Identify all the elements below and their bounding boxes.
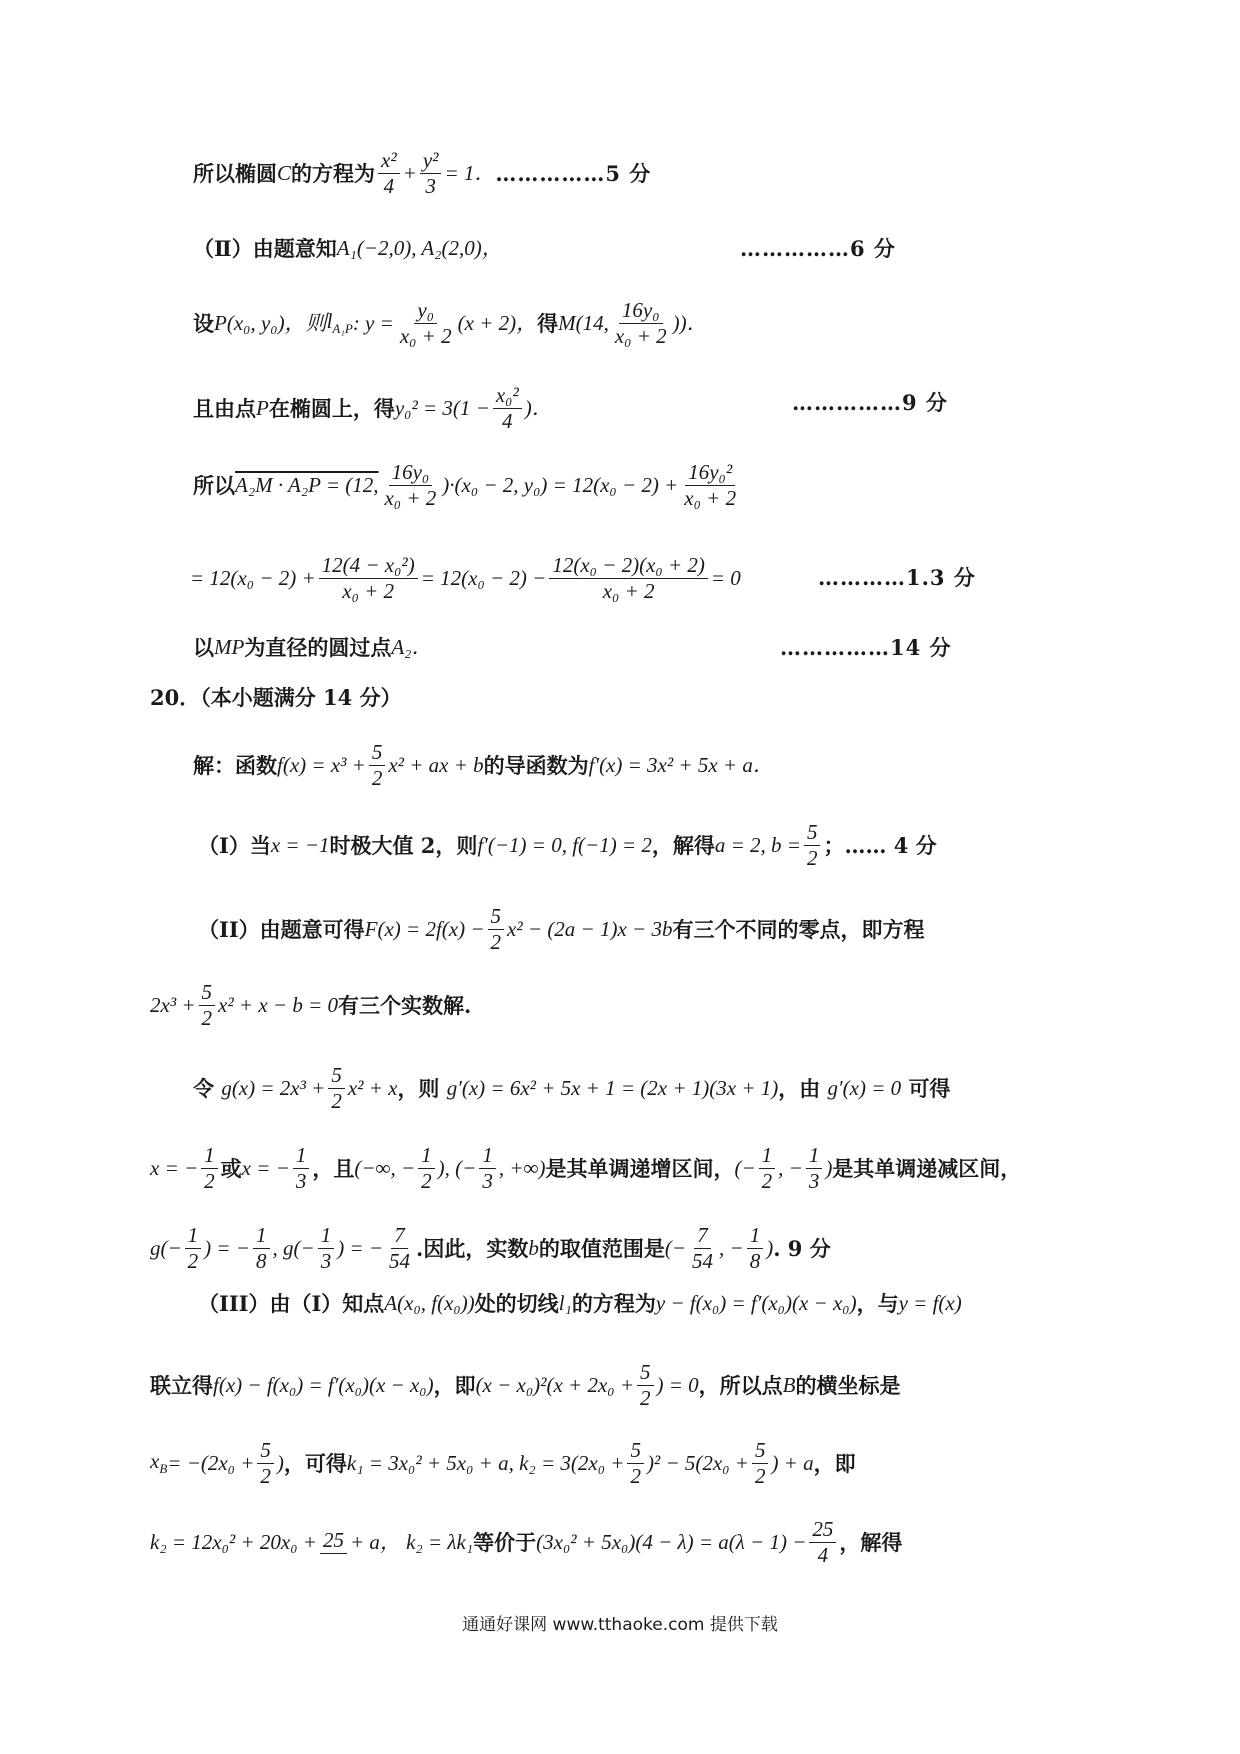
fraction <box>627 1440 644 1487</box>
math: , g(− <box>272 1236 315 1260</box>
math: (3x₀² + 5x₀)(4 − λ) = a(λ − 1) − <box>536 1530 807 1554</box>
text: 令 <box>193 1076 214 1101</box>
xb <box>150 1451 167 1475</box>
numerator: 7 <box>391 1225 408 1249</box>
text: 或 <box>220 1156 242 1181</box>
numerator: 5 <box>199 982 216 1006</box>
k2-line <box>150 1519 902 1566</box>
math: A₂M · A₂P = (12, <box>235 473 379 497</box>
numerator: y₀ <box>414 300 437 324</box>
numerator: 25 <box>320 1530 347 1554</box>
q20-part-i-line <box>198 822 937 869</box>
score-13 <box>818 567 976 588</box>
math: = 0 <box>710 566 741 590</box>
text: ，即 <box>813 1451 856 1476</box>
math: = 1． <box>444 161 496 185</box>
numerator: 16y₀ <box>619 300 663 324</box>
numerator: 7 <box>694 1225 711 1249</box>
text: 有三个实数解. <box>338 993 472 1018</box>
math: x = − <box>241 1156 290 1180</box>
l: l <box>326 309 333 334</box>
fraction <box>253 1225 270 1272</box>
numerator: 5 <box>257 1440 274 1464</box>
math: (x + 2)， <box>457 311 538 335</box>
denominator: x₀ + 2 <box>342 579 395 603</box>
score-mark: …………1.3 分 <box>818 565 976 590</box>
math: ) <box>766 1236 774 1260</box>
math: )² − 5(2x₀ + <box>646 1451 749 1475</box>
fraction <box>479 1145 496 1192</box>
fraction <box>689 1225 716 1272</box>
circle-conclusion-line <box>193 637 432 658</box>
simplification-line <box>190 555 741 602</box>
fraction <box>549 555 708 602</box>
denominator: 2 <box>630 1464 641 1488</box>
fraction <box>493 385 522 432</box>
fraction <box>381 462 439 509</box>
text: 得 <box>537 311 559 336</box>
text: 有三个不同的零点，即方程 <box>672 917 925 942</box>
text: 可得 <box>908 1076 951 1101</box>
text: 以 <box>193 635 214 660</box>
monotonic-intervals-line <box>150 1145 1021 1192</box>
denominator: 2 <box>331 1089 342 1113</box>
denominator: x₀ + 2 <box>384 486 437 510</box>
denominator: x₀ + 2 <box>684 486 737 510</box>
math: f(x) = x³ + <box>277 753 366 777</box>
numerator: 5 <box>752 1440 769 1464</box>
numerator: 5 <box>488 906 505 930</box>
text: 联立得 <box>150 1373 213 1398</box>
math: x² + ax + b <box>388 753 484 777</box>
text: 的横坐标是 <box>795 1373 901 1398</box>
score-6 <box>740 238 896 259</box>
numerator: 1 <box>806 1145 823 1169</box>
math: y₀² = 3(1 − <box>394 396 490 420</box>
math: ) + a <box>771 1451 814 1475</box>
numerator: 1 <box>318 1225 335 1249</box>
denominator: 2 <box>204 1169 215 1193</box>
numerator: 1 <box>479 1145 496 1169</box>
math: g′(x) = 6x² + 5x + 1 = (2x + 1)(3x + 1) <box>446 1076 779 1100</box>
numerator: 5 <box>627 1440 644 1464</box>
score-mark: ……………5 分 <box>495 161 652 186</box>
denominator: 3 <box>482 1169 493 1193</box>
math: g(x) = 2x³ + <box>221 1076 326 1100</box>
l-sub: A₁P <box>332 321 353 337</box>
text: 在椭圆上，得 <box>268 396 395 421</box>
fraction <box>386 1225 413 1272</box>
math: ) = − <box>337 1236 384 1260</box>
math: A(x₀, f(x₀)) <box>384 1291 475 1315</box>
math: l₁ <box>558 1291 572 1315</box>
text: 的方程为 <box>571 1291 656 1316</box>
numerator: 1 <box>418 1145 435 1169</box>
g-definition-line <box>193 1065 950 1112</box>
math: ) <box>825 1156 833 1180</box>
joint-equation-line <box>150 1362 901 1409</box>
text: 的取值范围是 <box>538 1236 665 1261</box>
text: 处的切线 <box>474 1291 559 1316</box>
fraction <box>806 1145 823 1192</box>
fraction <box>488 906 505 953</box>
text: 设 <box>193 311 214 336</box>
math: f′(−1) = 0, f(−1) = 2 <box>477 833 652 857</box>
math: y = f(x) <box>898 1291 962 1315</box>
denominator: x₀ + 2 <box>602 579 655 603</box>
math: )． <box>524 396 553 420</box>
denominator: 4 <box>817 1543 829 1567</box>
numerator: 5 <box>637 1362 654 1386</box>
math: k₂ = 12x₀² + 20x₀ + <box>150 1530 317 1554</box>
denominator: 2 <box>640 1386 651 1410</box>
text: ，解得 <box>839 1530 903 1555</box>
fraction <box>319 555 418 602</box>
text: ，即 <box>433 1373 476 1398</box>
text: 是其单调递增区间， <box>545 1156 735 1181</box>
cubic-equation-line <box>150 982 471 1029</box>
math: MP <box>214 635 245 659</box>
math: C <box>277 161 292 185</box>
ellipse-equation-line: 所以椭圆 C 的方程为 $\frac{\text{x²}}{4}$ + $\frac{\text{y²}}{3}$ = 1． ……………5 分 <box>193 148 652 198</box>
math: ))． <box>672 311 708 335</box>
x: x <box>150 1449 160 1474</box>
math: , +∞) <box>498 1156 546 1180</box>
math: + a <box>349 1530 380 1554</box>
text: 所以 <box>193 473 235 498</box>
text: ，可得 <box>283 1451 347 1476</box>
math: F(x) = 2f(x) − <box>364 917 485 941</box>
math: A₁(−2,0), A₂(2,0)， <box>336 236 503 260</box>
denominator: 2 <box>201 1006 213 1030</box>
numerator: 5 <box>804 822 821 846</box>
text: 20．（本小题满分 14 分） <box>150 685 402 710</box>
fraction <box>809 1519 836 1566</box>
point-on-ellipse-line <box>193 385 553 432</box>
numerator: 5 <box>369 742 386 766</box>
fraction <box>185 1225 202 1272</box>
score-mark: ……………9 分 <box>792 390 948 415</box>
math: ) = 0 <box>656 1373 699 1397</box>
denominator: 3 <box>320 1249 332 1273</box>
denominator: 2 <box>490 930 502 954</box>
slopes-line <box>150 1440 856 1487</box>
math: f(x) − f(x₀) = f′(x₀)(x − x₀) <box>213 1373 434 1397</box>
denominator: 4 <box>383 174 395 198</box>
denominator: 54 <box>692 1249 714 1273</box>
text: 是其单调递减区间， <box>832 1156 1022 1181</box>
vector-product-line <box>193 462 742 509</box>
text: ，则 <box>397 1076 440 1101</box>
denominator: 54 <box>389 1249 411 1273</box>
numerator: 1 <box>201 1145 218 1169</box>
text: ，由 <box>778 1076 821 1101</box>
text: （I）当 <box>198 833 271 858</box>
math: k₁ = 3x₀² + 5x₀ + a, k₂ = 3(2x₀ + <box>346 1451 625 1475</box>
math: (− <box>664 1236 687 1260</box>
denominator: 3 <box>808 1169 820 1193</box>
math: , − <box>719 1236 744 1260</box>
numerator: 1 <box>747 1225 764 1249</box>
line-label <box>327 311 353 335</box>
denominator: 2 <box>371 766 383 790</box>
numerator: 25 <box>809 1519 836 1543</box>
numerator: 16y₀ <box>389 462 433 486</box>
numerator: 1 <box>253 1225 270 1249</box>
fraction <box>328 1065 345 1112</box>
fraction <box>199 982 216 1029</box>
math: x = − <box>150 1156 199 1180</box>
fraction <box>257 1440 274 1487</box>
text: ，所以点 <box>698 1373 783 1398</box>
fraction <box>420 150 442 197</box>
q20-function-line <box>193 742 774 789</box>
denominator: 8 <box>256 1249 267 1273</box>
numerator: 5 <box>328 1065 345 1089</box>
denominator: 2 <box>754 1464 766 1488</box>
text: 的方程为 <box>291 161 376 186</box>
text: （III）由（I）知点 <box>198 1291 385 1316</box>
text: ，且 <box>312 1156 355 1181</box>
math: 2x³ + <box>150 993 196 1017</box>
fraction <box>681 462 739 509</box>
denominator: 3 <box>425 174 436 198</box>
fraction <box>418 1145 435 1192</box>
denominator <box>330 1554 336 1556</box>
math: x = −1 <box>270 833 330 857</box>
text: 等价于 <box>473 1530 537 1555</box>
fraction <box>747 1225 764 1272</box>
text: （Ⅱ）由题意知 <box>193 236 337 261</box>
math: ), (− <box>437 1156 477 1180</box>
numerator: 1 <box>293 1145 310 1169</box>
math: a = 2, b = <box>714 833 801 857</box>
denominator: 2 <box>761 1169 773 1193</box>
fraction <box>397 300 455 347</box>
x-sub: B <box>159 1461 168 1477</box>
g-values-line <box>150 1225 831 1272</box>
denominator: x₀ + 2 <box>399 324 452 348</box>
math: , − <box>778 1156 803 1180</box>
text: 所以椭圆 <box>193 161 277 186</box>
fraction <box>759 1145 776 1192</box>
math: (−∞, − <box>354 1156 416 1180</box>
text: ，解得 <box>651 833 715 858</box>
fraction <box>378 150 400 197</box>
math: A₂． <box>391 635 433 659</box>
text: ，与 <box>856 1291 899 1316</box>
question-20-title <box>150 687 402 708</box>
math: = 12(x₀ − 2) + <box>190 566 316 590</box>
text: 为直径的圆过点 <box>244 635 392 660</box>
math: : y = <box>352 311 394 335</box>
fraction <box>320 1527 347 1556</box>
math: ， k₂ = λk₁ <box>379 1530 474 1554</box>
fraction <box>201 1145 218 1192</box>
math: B <box>782 1373 796 1397</box>
part-ii-line <box>193 238 503 259</box>
score-mark: ……………14 分 <box>780 635 952 660</box>
math: x² − (2a − 1)x − 3b <box>507 917 673 941</box>
math: g′(x) = 0 <box>827 1076 902 1100</box>
math: g(− <box>150 1236 182 1260</box>
fraction <box>804 822 821 869</box>
math: b <box>528 1236 539 1260</box>
fraction <box>369 742 386 789</box>
score-14 <box>780 637 952 658</box>
text: （II）由题意可得 <box>198 917 365 942</box>
score-9a <box>792 392 948 413</box>
math: (− <box>734 1156 756 1180</box>
fraction <box>318 1225 335 1272</box>
denominator: x₀ + 2 <box>614 324 667 348</box>
denominator: 2 <box>806 846 818 870</box>
numerator: 12(4 − x₀²) <box>319 555 418 579</box>
numerator: x₀² <box>493 385 522 409</box>
numerator: y² <box>420 150 442 174</box>
numerator: 1 <box>759 1145 776 1169</box>
denominator: 4 <box>502 409 513 433</box>
text: 的导函数为 <box>483 753 589 778</box>
math: ) <box>276 1451 284 1475</box>
denominator: 2 <box>421 1169 432 1193</box>
q20-part-ii-line <box>198 906 924 953</box>
fraction <box>752 1440 769 1487</box>
math: P(x₀, y₀)，则 <box>214 311 327 335</box>
text: 解：函数 <box>193 753 277 778</box>
math: (x − x₀)²(x + 2x₀ + <box>475 1373 634 1397</box>
math: M(14, <box>558 311 609 335</box>
score-mark: ……………6 分 <box>740 236 896 261</box>
text: 且由点 <box>193 396 256 421</box>
math: y − f(x₀) = f′(x₀)(x − x₀) <box>655 1291 857 1315</box>
text: 时极大值 2，则 <box>329 833 478 858</box>
denominator: 2 <box>187 1249 199 1273</box>
score-mark: ；…… 4 分 <box>823 833 937 858</box>
numerator: x² <box>378 150 400 174</box>
numerator: 1 <box>185 1225 202 1249</box>
footer-watermark: 通通好课网 www.tthaoke.com 提供下载 <box>462 1615 778 1635</box>
math: f′(x) = 3x² + 5x + a． <box>588 753 774 777</box>
fraction <box>293 1145 310 1192</box>
math: ) = − <box>204 1236 251 1260</box>
math: = 12(x₀ − 2) − <box>420 566 547 590</box>
denominator: 3 <box>295 1169 307 1193</box>
set-p-line <box>193 300 708 347</box>
text: .因此，实数 <box>416 1236 529 1261</box>
denominator: 8 <box>749 1249 761 1273</box>
score-mark: . 9 分 <box>773 1236 831 1261</box>
q20-part-iii-line <box>198 1293 962 1314</box>
math: x² + x <box>347 1076 398 1100</box>
math: )·(x₀ − 2, y₀) = 12(x₀ − 2) + <box>442 473 679 497</box>
math: P <box>256 396 269 420</box>
math: x² + x − b = 0 <box>218 993 338 1017</box>
fraction <box>612 300 670 347</box>
fraction <box>637 1362 654 1409</box>
numerator: 16y₀² <box>685 462 735 486</box>
denominator: 2 <box>260 1464 271 1488</box>
numerator: 12(x₀ − 2)(x₀ + 2) <box>549 555 708 579</box>
math: = −(2x₀ + <box>167 1451 255 1475</box>
